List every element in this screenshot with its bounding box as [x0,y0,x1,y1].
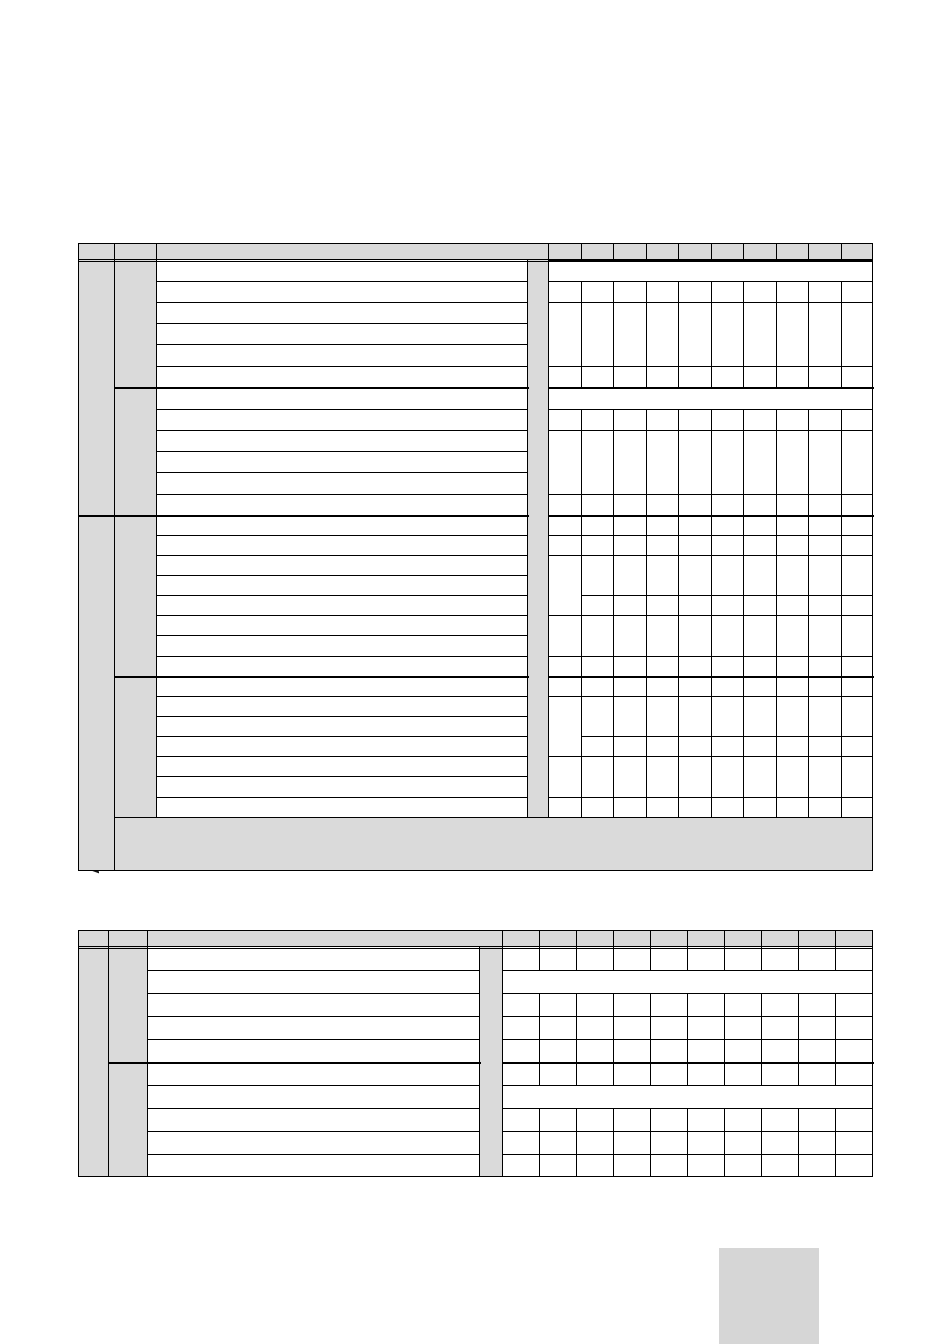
grid-line [808,756,809,798]
grid-line [646,281,647,303]
grid-line [776,281,777,303]
grid-line [156,494,528,495]
grid-line [724,1016,725,1040]
grid-line [687,1016,688,1040]
grid-line [147,1131,480,1132]
grid-line [724,1062,725,1086]
grid-line [711,243,712,261]
grid-line [808,515,809,536]
grid-line [678,494,679,516]
grid-line [841,756,842,798]
grid-line [581,243,582,261]
grid-line [156,776,528,777]
grid-line [147,1062,481,1064]
grid-line [581,595,873,596]
grid-line [743,430,744,495]
grid-line [841,409,842,431]
grid-line [78,948,873,949]
grid-line [808,494,809,516]
grid-line [711,696,712,757]
grid-line [576,1062,577,1086]
grid-line [841,656,842,677]
grid-line [78,870,873,871]
grid-line [78,930,873,931]
grid-line [761,993,762,1017]
grid-line [548,260,873,261]
grid-line [743,243,744,261]
grid-line [156,366,528,367]
grid-line [711,656,712,677]
grid-line [539,993,540,1017]
grid-line [761,1131,762,1155]
grid-line [646,409,647,431]
grid-line [761,1016,762,1040]
grid-line [743,409,744,431]
grid-line [114,243,115,261]
grid-line [835,1039,836,1063]
grid-line [835,930,836,948]
grid-line [678,302,679,367]
grid-line [711,615,712,657]
grid-line [646,366,647,388]
grid-line [798,1062,799,1086]
grid-line [808,615,809,657]
grid-line [613,1016,614,1040]
grid-line [539,930,540,948]
grid-line [581,676,582,697]
grid-line [808,281,809,303]
grid-line [576,993,577,1017]
grid-line [687,1039,688,1063]
grid-line [646,430,647,495]
grid-line [711,797,712,818]
shaded-cell [479,947,502,1176]
shaded-cell [114,260,156,817]
grid-line [808,656,809,677]
grid-line [646,243,647,261]
grid-line [548,817,873,818]
grid-line [776,494,777,516]
grid-line [743,535,744,556]
grid-line [650,1131,651,1155]
grid-line [646,302,647,367]
grid-line [743,302,744,367]
grid-line [581,756,582,798]
grid-line [613,409,614,431]
grid-line [841,302,842,367]
grid-line [156,535,528,536]
grid-line [678,515,679,536]
grid-line [156,243,157,261]
grid-line [613,930,614,948]
grid-line [841,515,842,536]
grid-line [539,1108,540,1132]
grid-line [156,635,528,636]
grid-line [581,656,582,677]
grid-line [581,302,582,367]
grid-line [761,1062,762,1086]
grid-line [156,281,528,282]
grid-line [613,281,614,303]
grid-line [687,947,688,971]
grid-line [539,1016,540,1040]
grid-line [808,430,809,495]
grid-line [678,756,679,798]
grid-line [156,595,528,596]
grid-line [613,1039,614,1063]
grid-line [808,555,809,616]
grid-line [687,1131,688,1155]
grid-line [711,366,712,388]
grid-line [156,302,528,303]
grid-line [581,555,582,616]
grid-line [646,656,647,677]
grid-line [678,430,679,495]
grid-line [613,756,614,798]
shaded-cell [114,817,872,870]
grid-line [776,535,777,556]
grid-line [711,555,712,616]
grid-line [678,243,679,261]
grid-line [613,555,614,616]
grid-line [147,970,480,971]
grid-line [502,970,873,971]
grid-line [798,947,799,971]
grid-line [808,696,809,757]
grid-line [743,797,744,818]
grid-line [835,1131,836,1155]
grid-line [711,756,712,798]
grid-line [147,1154,480,1155]
grid-line [711,494,712,516]
grid-line [841,555,842,616]
grid-line [835,1154,836,1177]
grid-line [650,930,651,948]
grid-line [646,797,647,818]
grid-line [776,515,777,536]
grid-line [613,676,614,697]
grid-line [678,535,679,556]
grid-line [581,615,582,657]
grid-line [761,1108,762,1132]
grid-line [761,930,762,948]
grid-line [646,696,647,757]
grid-line [678,797,679,818]
grid-line [678,615,679,657]
grid-line [613,494,614,516]
grid-line [581,494,582,516]
grid-line [581,409,582,431]
grid-line [548,243,549,261]
grid-line [156,615,528,616]
grid-line [808,302,809,367]
grid-line [581,736,873,737]
grid-line [147,1085,480,1086]
grid-line [761,1039,762,1063]
grid-line [576,947,577,971]
grid-line [613,1154,614,1177]
grid-line [743,555,744,616]
grid-line [724,1154,725,1177]
grid-line [678,676,679,697]
grid-line [724,1108,725,1132]
grid-line [156,451,528,452]
grid-line [581,430,582,495]
grid-line [776,243,777,261]
grid-line [613,797,614,818]
grid-line [808,676,809,697]
grid-line [613,1108,614,1132]
grid-line [743,615,744,657]
grid-line [156,656,528,657]
grid-line [835,993,836,1017]
grid-line [548,260,549,818]
grid-line [808,535,809,556]
grid-line [808,797,809,818]
shaded-cell [78,930,872,947]
grid-line [646,555,647,616]
grid-line [835,947,836,971]
grid-line [678,555,679,616]
grid-line [78,515,529,517]
grid-line [724,993,725,1017]
grid-line [539,1131,540,1155]
grid-line [835,1062,836,1086]
grid-line [798,993,799,1017]
grid-line [835,1108,836,1132]
grid-line [650,1062,651,1086]
grid-line [156,756,528,757]
grid-line [78,243,79,871]
grid-line [776,756,777,798]
grid-line [724,947,725,971]
grid-line [841,243,842,261]
grid-line [711,409,712,431]
page-tab [719,1248,819,1344]
grid-line [576,1016,577,1040]
grid-line [678,656,679,677]
grid-line [576,1108,577,1132]
grid-line [613,243,614,261]
grid-line [711,515,712,536]
grid-line [743,696,744,757]
grid-line [114,260,115,871]
grid-line [798,1131,799,1155]
grid-line [78,243,873,244]
grid-line [646,615,647,657]
grid-line [108,930,109,948]
grid-line [147,1039,480,1040]
grid-line [156,387,529,389]
grid-line [835,1016,836,1040]
grid-line [581,797,582,818]
grid-line [678,409,679,431]
grid-line [650,1016,651,1040]
grid-line [743,494,744,516]
shaded-cell [78,947,108,1176]
grid-line [687,993,688,1017]
grid-line [776,797,777,818]
grid-line [502,1085,873,1086]
grid-line [678,366,679,388]
grid-line [581,366,582,388]
grid-line [576,1039,577,1063]
grid-line [761,1154,762,1177]
grid-line [156,555,528,556]
grid-line [841,430,842,495]
grid-line [156,344,528,345]
grid-line [613,696,614,757]
grid-line [646,515,647,536]
grid-line [798,1154,799,1177]
grid-line [743,515,744,536]
grid-line [798,930,799,948]
grid-line [872,930,873,1177]
grid-line [613,430,614,495]
grid-line [687,1062,688,1086]
shaded-cell [78,243,872,260]
grid-line [576,1131,577,1155]
grid-line [539,1062,540,1086]
grid-line [613,615,614,657]
grid-line [808,409,809,431]
grid-line [743,676,744,697]
grid-line [613,947,614,971]
grid-line [724,1039,725,1063]
grid-line [743,656,744,677]
grid-line [147,1108,480,1109]
grid-line [743,756,744,798]
grid-line [808,243,809,261]
grid-line [776,409,777,431]
grid-line [576,930,577,948]
grid-line [156,430,528,431]
grid-line [581,696,582,757]
grid-line [156,575,528,576]
grid-line [711,430,712,495]
grid-line [841,615,842,657]
grid-line [156,409,528,410]
grid-line [650,1039,651,1063]
grid-line [743,366,744,388]
grid-line [108,1062,149,1064]
grid-line [114,387,158,389]
grid-line [678,696,679,757]
grid-line [776,430,777,495]
grid-line [581,281,582,303]
grid-line [687,1154,688,1177]
grid-line [711,281,712,303]
grid-line [776,676,777,697]
grid-line [147,930,148,948]
grid-line [156,736,528,737]
grid-line [808,366,809,388]
grid-line [156,716,528,717]
grid-line [156,696,528,697]
grid-line [502,1062,874,1064]
grid-line [761,947,762,971]
grid-line [711,535,712,556]
grid-line [78,261,873,262]
grid-line [613,535,614,556]
grid-line [724,1131,725,1155]
grid-line [724,930,725,948]
grid-line [776,302,777,367]
grid-line [798,1039,799,1063]
grid-line [539,947,540,971]
grid-line [743,281,744,303]
grid-line [613,993,614,1017]
grid-line [156,676,529,678]
shaded-cell [78,260,114,870]
grid-line [78,1176,873,1177]
grid-line [776,696,777,757]
grid-line [78,946,873,947]
grid-line [776,555,777,616]
grid-line [650,1108,651,1132]
grid-line [841,676,842,697]
grid-line [147,993,480,994]
grid-line [114,676,158,678]
grid-line [156,323,528,324]
grid-line [711,676,712,697]
grid-line [841,696,842,757]
grid-line [147,1016,480,1017]
grid-line [156,472,528,473]
grid-line [156,797,528,798]
grid-line [798,1016,799,1040]
grid-line [539,1039,540,1063]
grid-line [841,797,842,818]
grid-line [613,366,614,388]
grid-line [646,756,647,798]
grid-line [576,1154,577,1177]
grid-line [650,993,651,1017]
grid-line [841,366,842,388]
grid-line [581,535,582,556]
grid-line [798,1108,799,1132]
grid-line [650,947,651,971]
grid-line [613,1062,614,1086]
grid-line [650,1154,651,1177]
grid-line [613,515,614,536]
grid-line [646,535,647,556]
grid-line [646,676,647,697]
grid-line [581,515,582,536]
grid-line [841,281,842,303]
grid-line [613,1131,614,1155]
grid-line [687,930,688,948]
shaded-cell [527,260,548,817]
grid-line [539,1154,540,1177]
grid-line [841,494,842,516]
grid-line [548,387,874,389]
grid-line [78,930,79,1177]
grid-line [678,281,679,303]
grid-line [502,930,503,948]
grid-line [613,302,614,367]
grid-line [776,656,777,677]
grid-line [711,302,712,367]
grid-line [841,535,842,556]
grid-line [646,494,647,516]
grid-line [872,243,873,871]
grid-line [687,1108,688,1132]
grid-line [776,366,777,388]
grid-line [613,656,614,677]
grid-line [776,615,777,657]
